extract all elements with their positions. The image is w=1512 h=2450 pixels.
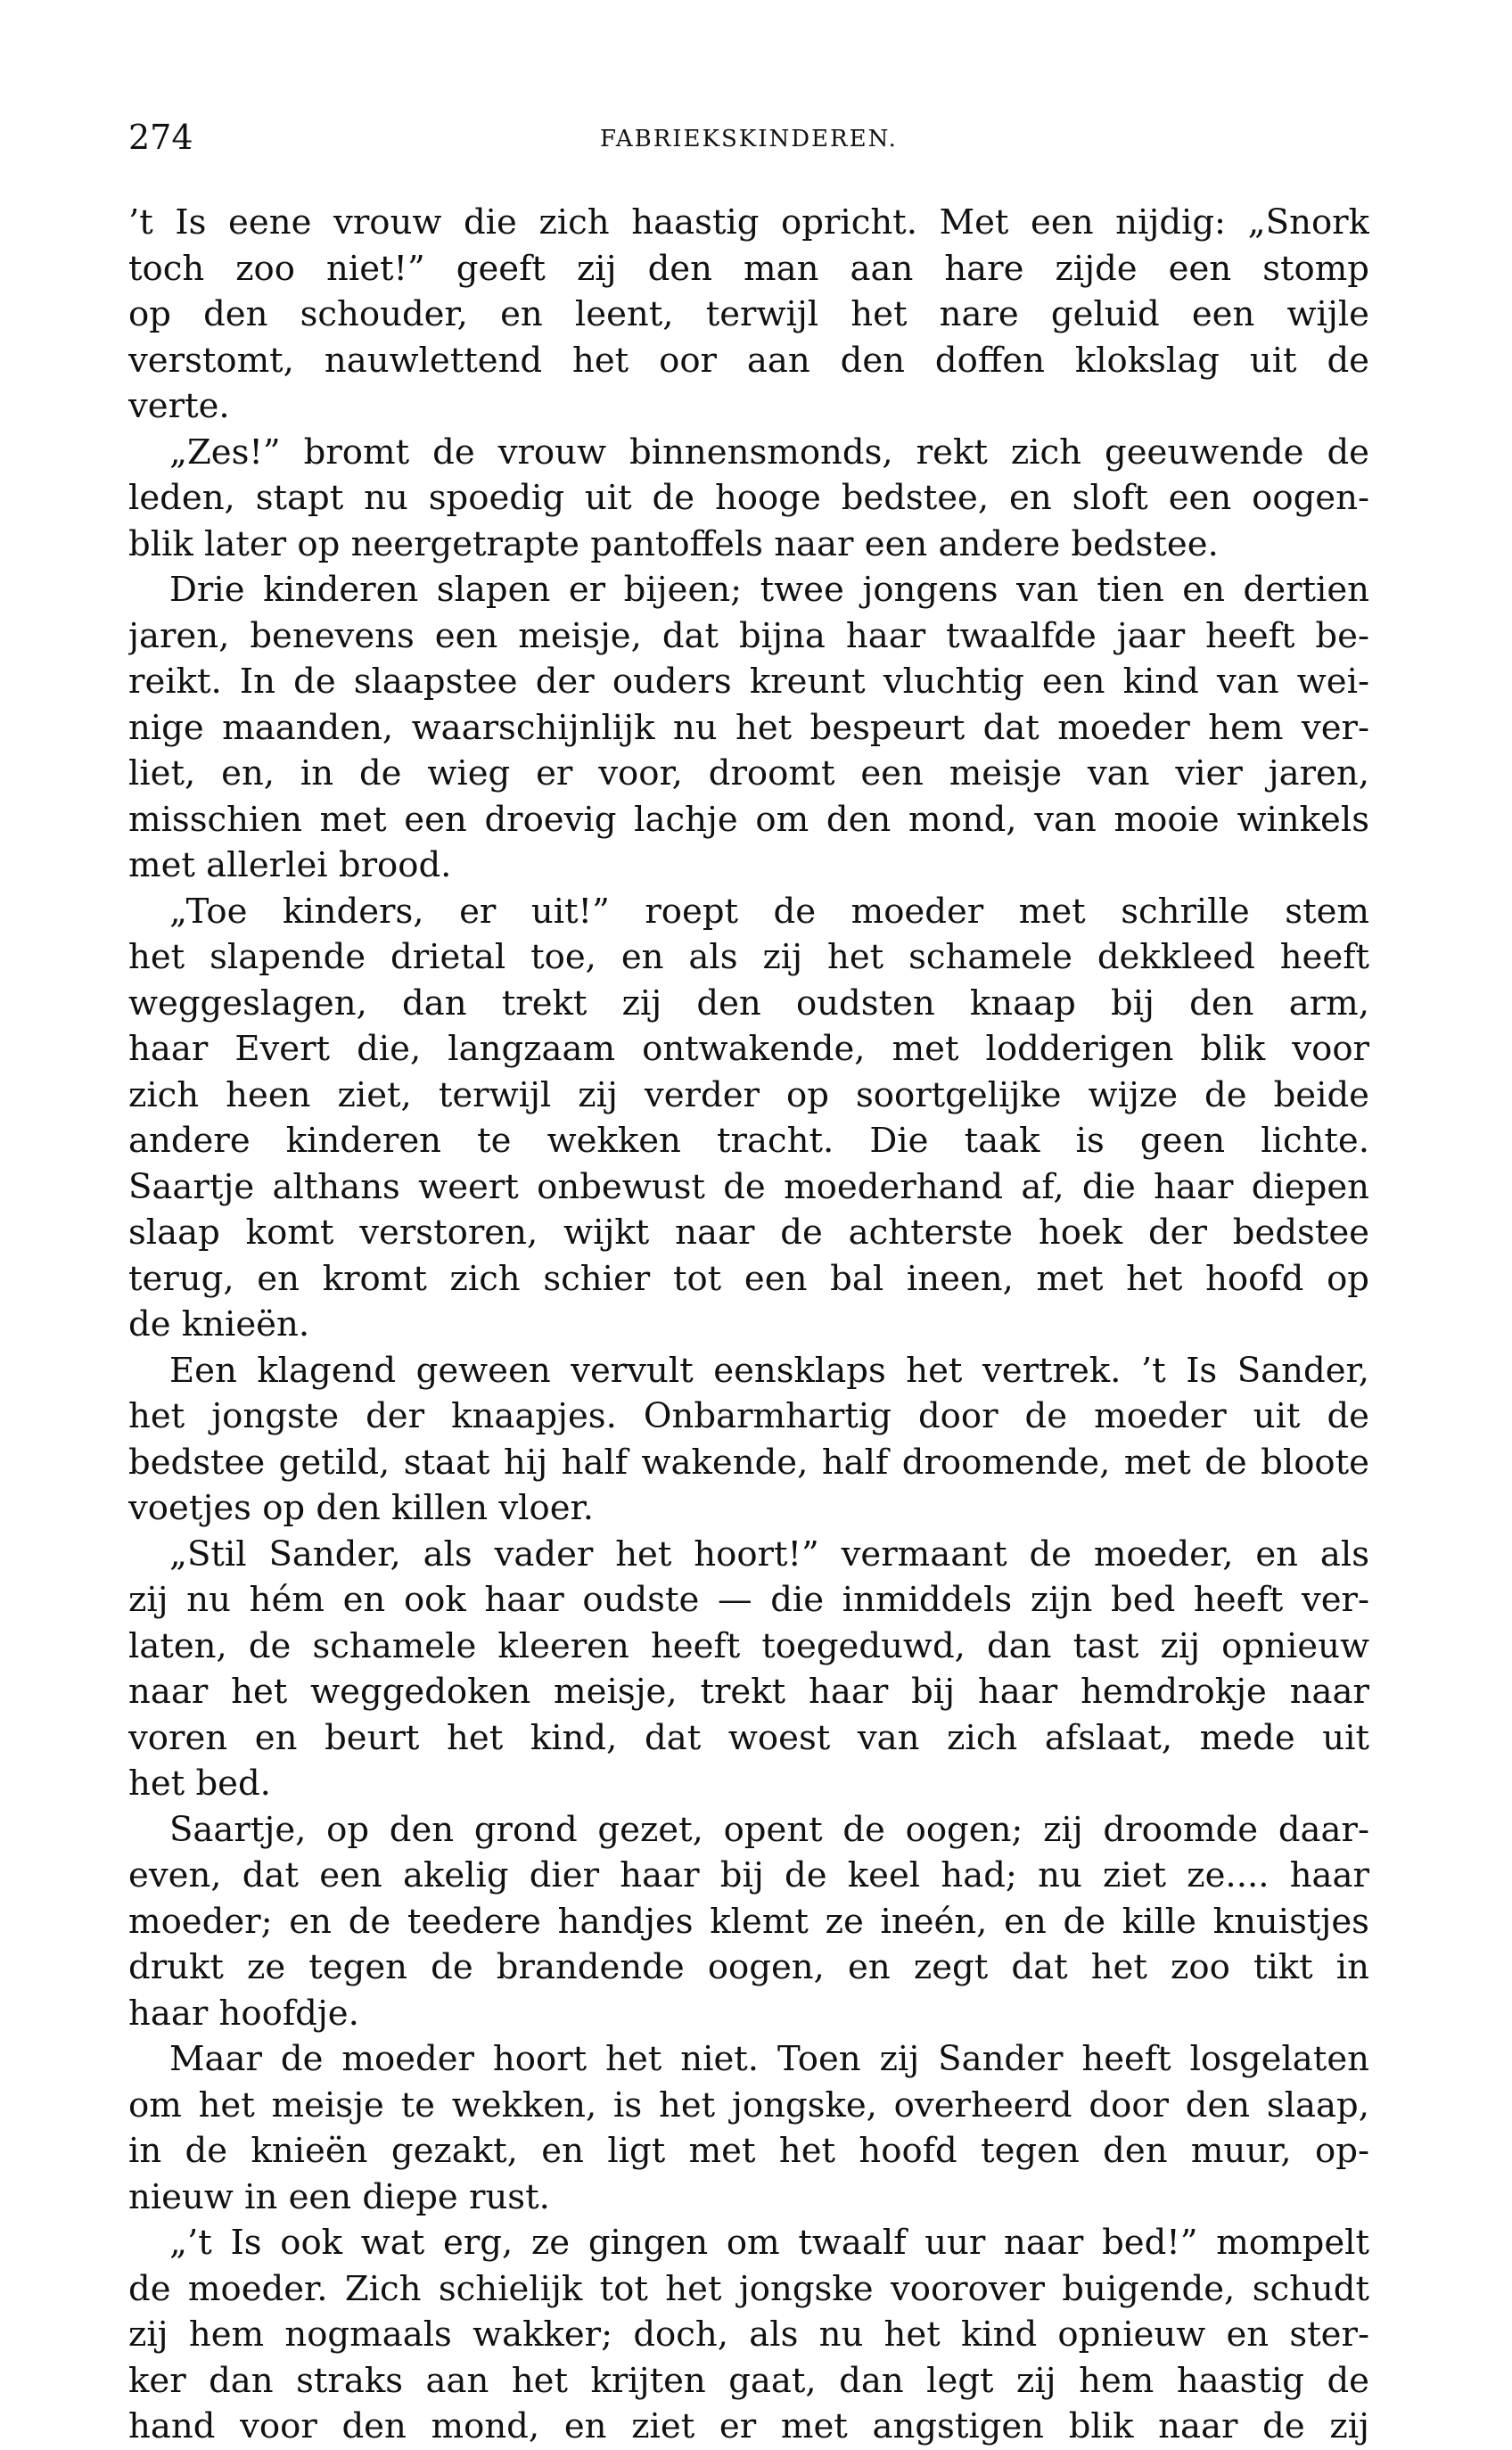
body-text <box>128 200 1369 2450</box>
text-line: weggeslagen, dan trekt zij den oudsten knaap bij den arm, <box>128 982 1369 1024</box>
text-line: nieuw in een diepe rust. <box>128 2176 550 2217</box>
text-line: leden, stapt nu spoedig uit de hooge bedstee, en sloft een oogen- <box>128 478 1369 518</box>
text-line: „Stil Sander, als vader het hoort!” vermaant de moeder, en als <box>169 1533 1369 1574</box>
text-line: Saartje althans weert onbewust de moederhand af, die haar diepen <box>128 1166 1369 1207</box>
text-line: het jongste der knaapjes. Onbarmhartig door de moeder uit de <box>128 1396 1369 1436</box>
text-line: voetjes op den killen vloer. <box>128 1488 595 1528</box>
text-line: verte. <box>128 386 230 426</box>
text-line: „Toe kinders, er uit!” roept de moeder met schrille stem <box>169 891 1369 932</box>
text-line: ’t Is eene vrouw die zich haastig opricht. Met een nijdig: „Snork <box>128 202 1369 243</box>
text-line: zich heen ziet, terwijl zij verder op soortgelijke wijze de beide <box>128 1074 1369 1115</box>
text-line: reikt. In de slaapstee der ouders kreunt vluchtig een kind van wei- <box>128 662 1369 702</box>
paragraph <box>128 889 1369 1348</box>
text-line: blik later op neergetrapte pantoffels naar een andere bedstee. <box>128 523 1219 564</box>
text-line: Een klagend geween vervult eensklaps het vertrek. ’t Is Sander, <box>169 1350 1369 1391</box>
text-line: toch zoo niet!” geeft zij den man aan hare zijde een stomp <box>128 248 1369 289</box>
text-line: om het meisje te wekken, is het jongske, overheerd door den slaap, <box>128 2084 1369 2125</box>
text-line: drukt ze tegen de brandende oogen, en zegt dat het zoo tikt in <box>128 1947 1369 1987</box>
text-line: haar hoofdje. <box>128 1993 359 2034</box>
paragraph <box>128 1532 1369 1807</box>
text-line: het bed. <box>128 1764 271 1804</box>
text-line: Maar de moeder hoort het niet. Toen zij Sander heeft losgelaten <box>169 2039 1369 2079</box>
text-line: slaap komt verstoren, wijkt naar de achterste hoek der bedstee <box>128 1213 1369 1253</box>
text-line: nige maanden, waarschijnlijk nu het bespeurt dat moeder hem ver- <box>128 707 1369 748</box>
paragraph <box>128 1348 1369 1532</box>
paragraph <box>128 2220 1369 2450</box>
paragraph <box>128 2036 1369 2220</box>
text-line: even, dat een akelig dier haar bij de keel had; nu ziet ze.... haar <box>128 1855 1369 1895</box>
text-line: misschien met een droevig lachje om den mond, van mooie winkels <box>128 799 1369 840</box>
text-line: zij hem nogmaals wakker; doch, als nu het kind opnieuw en ster- <box>128 2314 1369 2355</box>
text-line: haar Evert die, langzaam ontwakende, met lodderigen blik voor <box>128 1029 1369 1069</box>
text-line: laten, de schamele kleeren heeft toegeduwd, dan tast zij opnieuw <box>128 1625 1369 1666</box>
text-line: jaren, benevens een meisje, dat bijna haar twaalfde jaar heeft be- <box>128 615 1369 656</box>
text-line: „Zes!” bromt de vrouw binnensmonds, rekt zich geeuwende de <box>169 432 1369 473</box>
page-number: 274 <box>128 118 193 157</box>
text-line: Saartje, op den grond gezet, opent de oogen; zij droomde daar- <box>169 1809 1369 1850</box>
text-line: liet, en, in de wieg er voor, droomt een meisje van vier jaren, <box>128 753 1369 793</box>
text-line: in de knieën gezakt, en ligt met het hoofd tegen den muur, op- <box>128 2131 1369 2171</box>
page-header <box>128 111 1369 164</box>
paragraph <box>128 200 1369 430</box>
running-head: FABRIEKSKINDEREN. <box>600 126 898 152</box>
text-line: zij nu hém en ook haar oudste — die inmiddels zijn bed heeft ver- <box>128 1580 1369 1620</box>
text-line: met allerlei brood. <box>128 845 452 885</box>
text-line: bedstee getild, staat hij half wakende, half droomende, met de bloote <box>128 1442 1369 1483</box>
text-line: de moeder. Zich schielijk tot het jongske voorover buigende, schudt <box>128 2268 1369 2309</box>
text-line: naar het weggedoken meisje, trekt haar bij haar hemdrokje naar <box>128 1672 1369 1712</box>
text-line: ker dan straks aan het krijten gaat, dan legt zij hem haastig de <box>128 2360 1369 2401</box>
text-line: Drie kinderen slapen er bijeen; twee jongens van tien en dertien <box>169 570 1369 610</box>
paragraph <box>128 567 1369 889</box>
paragraph <box>128 1807 1369 2037</box>
text-line: hand voor den mond, en ziet er met angstigen blik naar de zij <box>128 2406 1369 2446</box>
text-line: moeder; en de teedere handjes klemt ze ineén, en de kille knuistjes <box>128 1901 1369 1942</box>
text-line: het slapende drietal toe, en als zij het schamele dekkleed heeft <box>128 937 1369 977</box>
text-line: de knieën. <box>128 1304 310 1344</box>
text-line: op den schouder, en leent, terwijl het nare geluid een wijle <box>128 294 1369 334</box>
text-line: terug, en kromt zich schier tot een bal ineen, met het hoofd op <box>128 1258 1369 1299</box>
text-line: voren en beurt het kind, dat woest van zich afslaat, mede uit <box>128 1717 1369 1758</box>
paragraph <box>128 430 1369 568</box>
text-line: andere kinderen te wekken tracht. Die taak is geen lichte. <box>128 1121 1369 1161</box>
text-line: „’t Is ook wat erg, ze gingen om twaalf uur naar bed!” mompelt <box>169 2223 1369 2263</box>
text-line: verstomt, nauwlettend het oor aan den doffen klokslag uit de <box>128 340 1369 381</box>
